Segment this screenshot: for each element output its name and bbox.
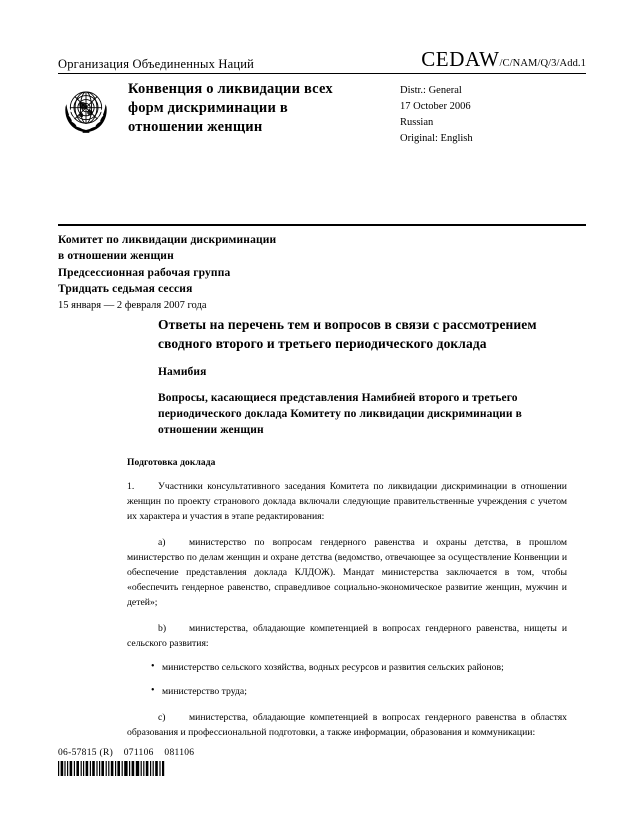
job-number: 06-57815 (R) 071106 081106 (58, 748, 195, 758)
list-item-c-body (127, 710, 567, 740)
list-item-a-text: министерство по вопросам гендерного равенства и охраны детства, в прошлом министерство по делам женщин и охране детства (ведомство, отвечающее за осуществление Конвенции и обеспечение представления доклада КЛДОЖ). Мандат министерства заключается в том, чтобы «обеспечить гендерное равенство, справедливое социально-экономическое развитие женщин, мужчин и детей»; (127, 536, 567, 608)
convention-title: Конвенция о ликвидации всех форм дискриминации в отношении женщин (128, 81, 333, 135)
distribution-type: Distr.: General (400, 85, 462, 96)
list-item-b-body (127, 621, 567, 651)
header-body (58, 80, 586, 147)
committee-block (58, 232, 458, 314)
list-item-a-label: a) (158, 536, 166, 548)
document-symbol-main: CEDAW (421, 47, 500, 71)
committee-divider-thick (58, 224, 586, 226)
committee-session: Тридцать седьмая сессия (58, 282, 193, 295)
organization-name: Организация Объединенных Наций (58, 56, 255, 71)
committee-name-line1: Комитет по ликвидации дискриминации (58, 234, 277, 246)
distribution-block (400, 80, 586, 147)
committee-session-dates: 15 января — 2 февраля 2007 года (58, 300, 207, 312)
country-name: Намибия (158, 365, 207, 378)
masthead (58, 48, 586, 70)
list-item-c-label: c) (158, 712, 166, 724)
list-item-b-label: b) (158, 623, 167, 635)
page-title: Ответы на перечень тем и вопросов в связи с рассмотрением сводного второго и третьего периодического доклада (158, 317, 537, 351)
un-emblem-icon (58, 83, 114, 139)
page-footer (58, 748, 586, 776)
list-item-b-text: министерства, обладающие компетенцией в вопросах гендерного равенства, нищеты и сельского развития: (127, 623, 567, 650)
barcode-icon (58, 761, 166, 776)
committee-name-line2: в отношении женщин (58, 250, 174, 263)
masthead-top-row (58, 48, 586, 70)
list-item: • министерство сельского хозяйства, водных ресурсов и развития сельских районов; (151, 660, 567, 675)
distribution-language: Russian (400, 116, 434, 128)
paragraph-number: 1. (127, 480, 135, 492)
list-item-b (127, 621, 567, 651)
list-item-a-body (127, 535, 567, 610)
paragraph-1 (127, 479, 567, 524)
header-divider-thin (58, 73, 586, 74)
main-content (127, 316, 567, 740)
committee-working-group: Предсессионная рабочая группа (58, 266, 231, 279)
list-item: • министерство труда; (151, 684, 567, 699)
list-item-c (127, 710, 567, 740)
document-symbol (421, 49, 586, 70)
distribution-original: Original: English (400, 132, 473, 144)
distribution-date: 17 October 2006 (400, 100, 471, 112)
document-subtitle: Вопросы, касающиеся представления Намибией второго и третьего периодического доклада Комитету по ликвидации дискриминации в отношении женщин (158, 391, 522, 437)
document-symbol-suffix: /C/NAM/Q/3/Add.1 (499, 58, 586, 69)
list-item-a (127, 535, 567, 610)
list-item-c-text: министерства, обладающие компетенцией в вопросах гендерного равенства в областях образования и профессиональной подготовки, а также информации, образования и коммуникации: (127, 712, 567, 739)
ministry-bullet-list (127, 660, 567, 699)
paragraph-text: Участники консультативного заседания Комитета по ликвидации дискриминации в отношении женщин по проекту странового доклада включали следующие правительственные учреждения с учетом их характера и участия в этапе редактирования: (127, 480, 567, 522)
section-heading: Подготовка доклада (127, 457, 216, 468)
